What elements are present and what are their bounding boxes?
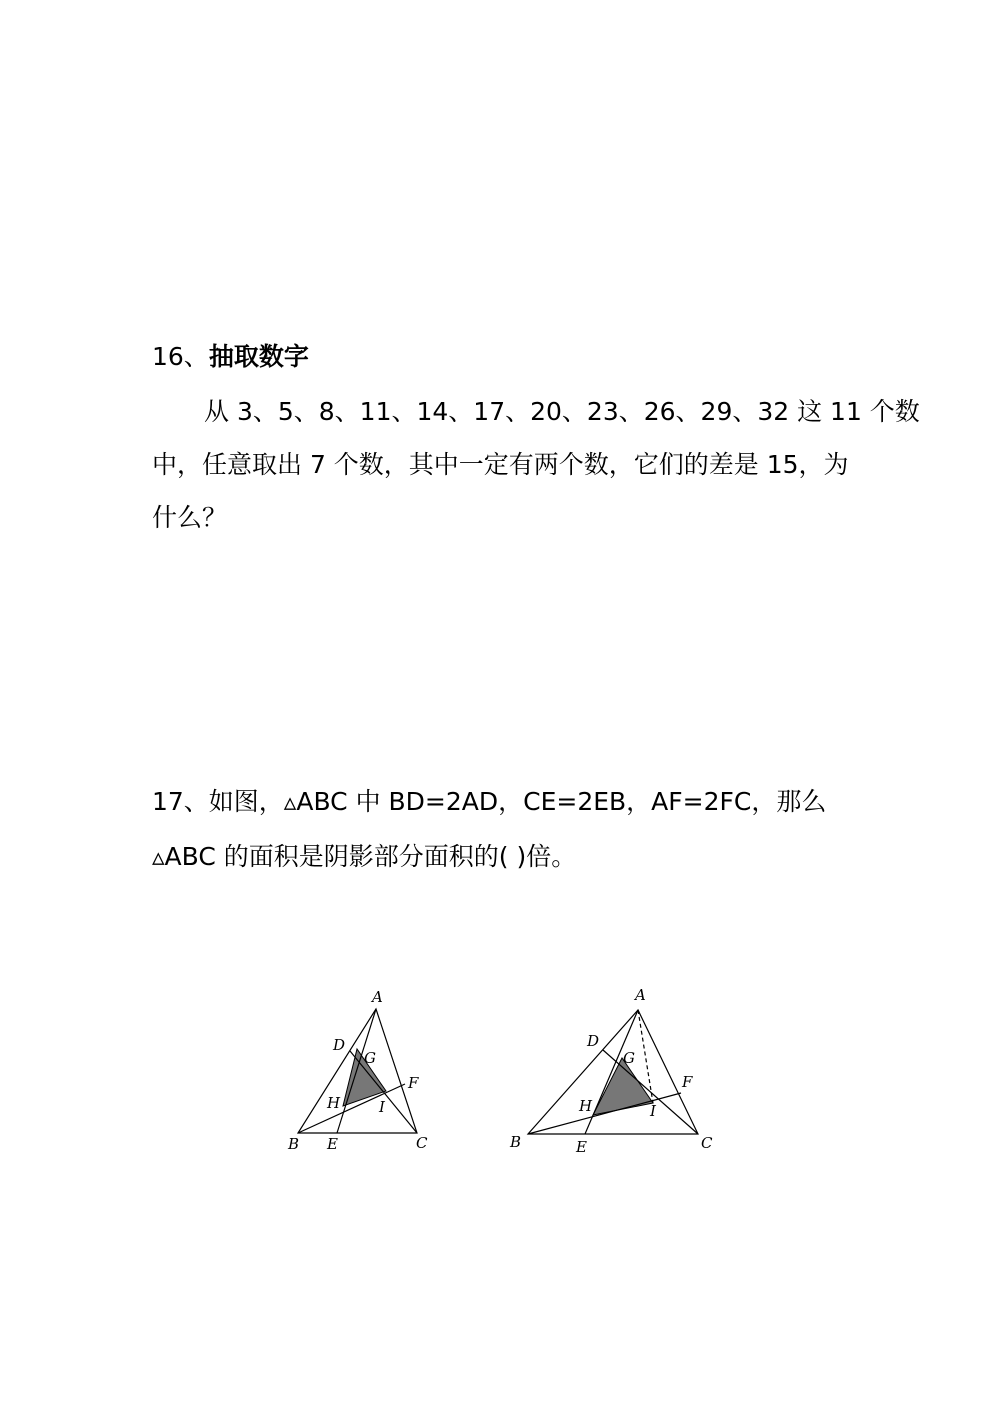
label-i-right: I [650,1102,656,1120]
label-h-left: H [327,1094,341,1112]
label-e-left: E [327,1135,338,1153]
q16-line-1: 从 3、5、8、11、14、17、20、23、26、29、32 这 11 个数 [204,397,920,426]
triangle-figure-left [280,985,450,1155]
label-a-left: A [372,988,383,1006]
label-d-left: D [333,1036,346,1054]
label-e-right: E [576,1138,587,1156]
label-g-left: G [364,1049,376,1067]
label-b-left: B [288,1135,300,1153]
label-h-right: H [579,1097,593,1115]
label-d-right: D [587,1032,600,1050]
label-c-left: C [416,1134,428,1152]
label-c-right: C [701,1134,713,1152]
triangle-abc-right [528,1010,698,1134]
label-f-left: F [408,1074,419,1092]
q17-line-2: ▵ABC 的面积是阴影部分面积的( )倍。 [152,842,577,871]
label-f-right: F [682,1073,693,1091]
triangle-figure-right [500,980,730,1160]
q16-heading [152,342,309,372]
label-i-left: I [379,1098,385,1116]
q16-line-2: 中，任意取出 7 个数，其中一定有两个数，它们的差是 15，为 [152,450,849,479]
q16-line-3: 什么？ [152,503,228,532]
label-g-right: G [623,1049,635,1067]
label-b-right: B [510,1133,522,1151]
label-a-right: A [635,986,646,1004]
q17-line-1: 17、如图，▵ABC 中 BD=2AD，CE=2EB，AF=2FC，那么 [152,787,827,816]
q16-number: 16、 [152,342,209,371]
q16-title: 抽取数字 [208,342,309,371]
